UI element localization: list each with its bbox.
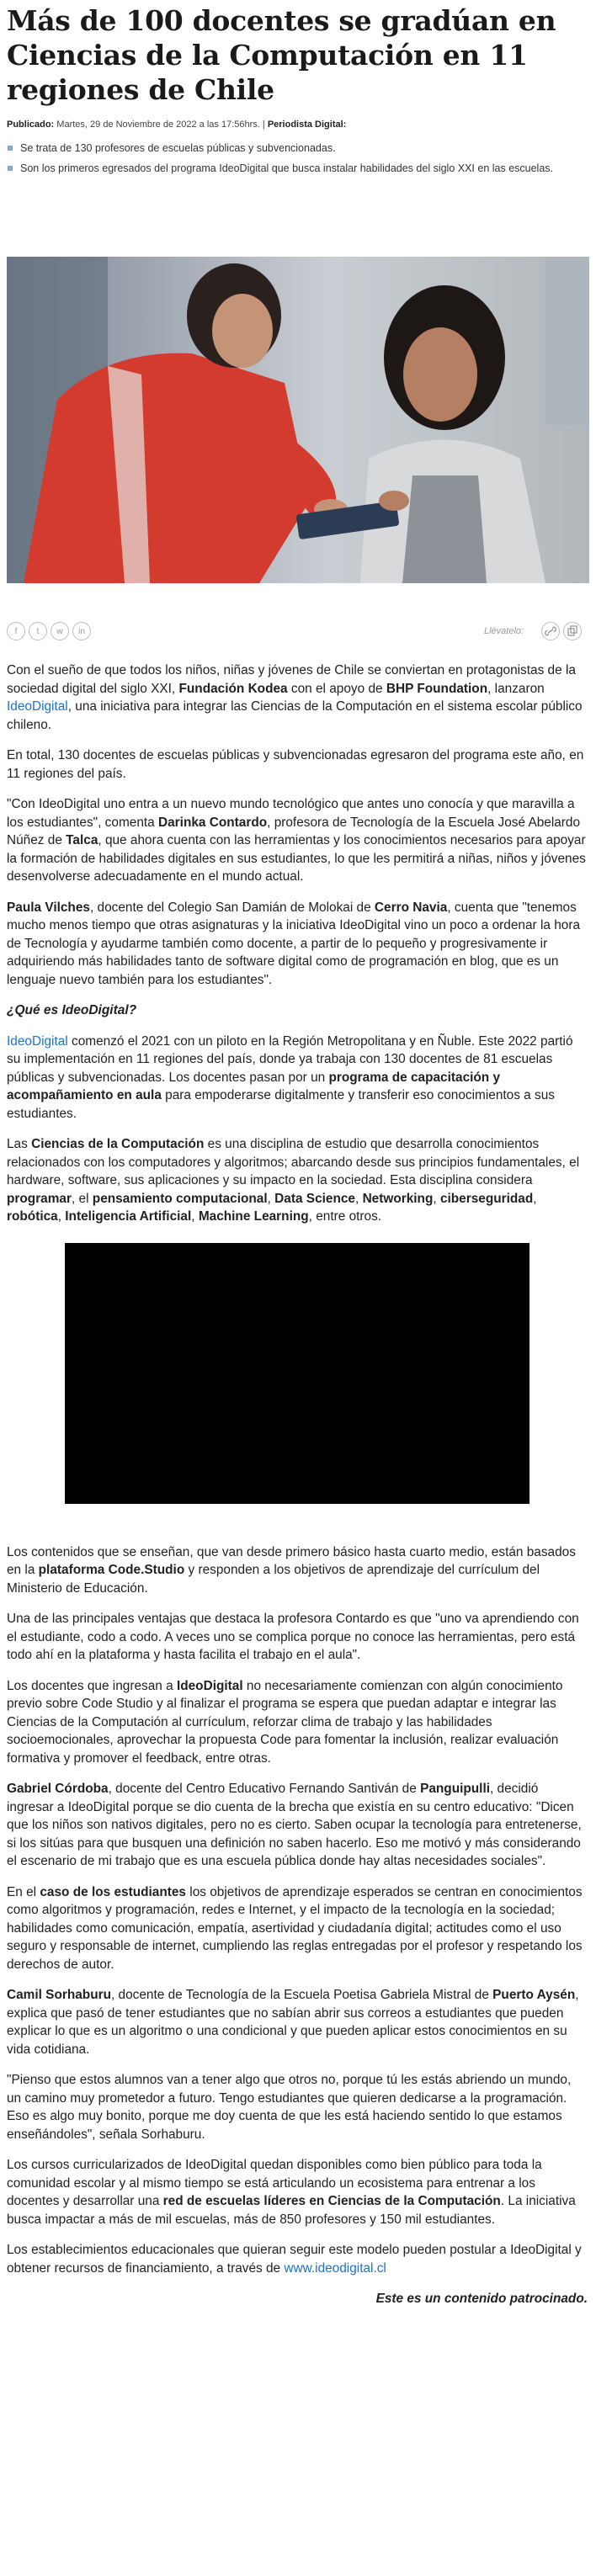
text-run: , docente de Tecnología de la Escuela Poetisa Gabriela Mistral de (111, 1988, 493, 2002)
text-run: Los establecimientos educacionales que quieran seguir este modelo pueden postular a IdeoDigital y obtener recursos de financiamiento, a través de (7, 2243, 582, 2276)
text-run: comenzó el 2021 con un piloto en la Región Metropolitana y en Ñuble. Este 2022 partió su implementación en 11 regiones del país, donde ya trabaja con 130 docentes de 81 escuelas públicas y subvencionadas. Los docentes pasan por un (7, 1033, 573, 1085)
bold-text: BHP Foundation (386, 681, 488, 696)
text-run: , (57, 1209, 66, 1224)
text-run: , que ahora cuenta con las herramientas y los conocimientos necesarios para apoyar la formación de habilidades digitales en sus estudiantes, lo que les permitirá a niñas, niños y jóvenes desenvolverse adecuadamente en el mundo actual. (7, 833, 586, 884)
text-run: Los docentes que ingresan a (7, 1678, 177, 1693)
text-run: , una iniciativa para integrar las Ciencias de la Computación en el sistema escolar público chileno. (7, 699, 583, 732)
paragraph (7, 1135, 588, 1226)
bold-text: red de escuelas líderes en Ciencias de la Computación (162, 2194, 501, 2208)
inline-link[interactable]: IdeoDigital (7, 699, 68, 714)
text-run: , (267, 1191, 275, 1206)
text-run: "Con IdeoDigital uno entra a un nuevo mundo tecnológico que antes uno conocía y que maravilla a los estudiantes", comenta (7, 797, 575, 830)
paragraph (7, 1986, 588, 2058)
text-run: Con el sueño de que todos los niños, niñas y jóvenes de Chile se conviertan en protagonistas de la sociedad digital del siglo XXI, (7, 663, 576, 696)
inline-link[interactable]: IdeoDigital (7, 1033, 68, 1049)
text-run: y responden a los objetivos de aprendizaje del currículum del Ministerio de Educación. (7, 1563, 540, 1596)
text-run: Las (7, 1137, 32, 1151)
paragraph (7, 1610, 588, 1665)
share-label: Llévatelo: (484, 626, 524, 636)
text-run: , decidió ingresar a IdeoDigital porque se dio cuenta de la brecha que existía en su centro educativo: "Dicen que los niños son nativos digitales, pero no es cierto. Saben ocupar la tecnología para entretenerse, si los sitúas para que busquen una definición no saben hacerlo. Eso me motivó y más considerando el escenario de mi trabajo que es una escuela pública donde hay altas necesidades sociales". (7, 1782, 582, 1868)
published-label: Publicado: (7, 120, 55, 130)
article-body (7, 661, 588, 2308)
text-run: no necesariamente comienzan con algún conocimiento previo sobre Code Studio y al finalizar el programa se espera que puedan adaptar e integrar las Ciencias de la Computación al currículum, reforzar clima de trabajo y las habilidades socioemocionales, aprovechar la propuesta Code para fomentar la inclusión, realizar evaluación formativa y promover el feedback, entre otras. (7, 1678, 563, 1766)
paragraph (7, 1033, 588, 1123)
text-run: , (533, 1191, 537, 1206)
paragraph (7, 2241, 588, 2277)
paragraph (7, 795, 588, 886)
text-run: , explica que pasó de tener estudiantes que no sabían abrir sus correos a estudiantes que pueden explicar lo que es un algoritmo o una condicional y que pueden aplicar estos conocimientos en su vida cotidiana. (7, 1988, 579, 2057)
paragraph (7, 2071, 588, 2143)
text-run: , lanzaron (487, 681, 545, 696)
bold-text: robótica (7, 1209, 58, 1224)
article-title: Más de 100 docentes se gradúan en Ciencias de la Computación en 11 regiones de Chile (7, 4, 556, 106)
text-run: "Pienso que estos alumnos van a tener algo que otros no, porque tú les estás abriendo un mundo, un camino muy prometedor a futuro. Tengo estudiantes que quieren dedicarse a la programación. Eso es algo muy bonito, porque me doy cuenta de que les está haciendo sentido lo que estamos enseñándoles", señala Sorhaburu. (7, 2073, 572, 2142)
text-run: , cuenta que "tenemos mucho menos tiempo que otras asignaturas y la iniciativa IdeoDigital vino un poco a ordenar la hora de Tecnología y ayudarme también como docente, a partir de lo pequeño y progresivamente ir adquiriendo más habilidades tanto de software digital como de programación en blog, que es un lenguaje nuevo también para los estudiantes". (7, 900, 580, 987)
meta-separator: | (259, 120, 268, 130)
text-run: Los cursos curricularizados de IdeoDigital quedan disponibles como bien público para toda la comunidad escolar y al mismo tiempo se está articulando un ecosistema para entrenar a los docentes y desarrollar una (7, 2158, 542, 2208)
bold-text: Inteligencia Artificial (65, 1209, 192, 1224)
twitter-icon[interactable]: t (29, 622, 47, 640)
summary-bullet: Son los primeros egresados del programa IdeoDigital que busca instalar habilidades del siglo XXI en las escuelas. (7, 162, 589, 176)
summary-bullet: Se trata de 130 profesores de escuelas públicas y subvencionadas. (7, 141, 589, 156)
text-run: , profesora de Tecnología de la Escuela José Abelardo Núñez de (7, 815, 581, 847)
bold-text: Fundación Kodea (178, 681, 288, 696)
bold-text: ciberseguridad (439, 1191, 534, 1206)
text-run: los objetivos de aprendizaje esperados se centran en conocimientos como algoritmos y programación, redes e Internet, y el impacto de la tecnología en la sociedad; habilidades como comunicación, empatía, asertividad y ciudadanía digital; actitudes como el uso seguro y responsable de internet, cumpliendo las reglas entregadas por el profesor y respetando los derechos de autor. (7, 1884, 583, 1972)
text-run: con el apoyo de (287, 681, 386, 696)
bold-text: Camil Sorhaburu (7, 1988, 111, 2002)
paragraph (7, 1677, 588, 1768)
text-run: , (191, 1209, 199, 1224)
text-run: Una de las principales ventajas que destaca la profesora Contardo es que "uno va aprendiendo con el estudiante, codo a codo. A veces uno se complica porque no conoce las herramientas, pero está todo ahí en la plataforma y hasta facilita el trabajo en el aula". (7, 1612, 579, 1662)
bold-text: Data Science (274, 1191, 355, 1206)
copy-icon[interactable] (563, 622, 582, 640)
paragraph (7, 1883, 588, 1974)
text-run: . La iniciativa busca impactar a más de mil escuelas, más de 850 profesores y 150 mil estudiantes. (7, 2194, 576, 2227)
text-run: En el (7, 1884, 40, 1899)
text-run: , el (71, 1191, 93, 1206)
paragraph (7, 1780, 588, 1871)
text-run: Los contenidos que se enseñan, que van desde primero básico hasta cuarto medio, están basados en la (7, 1544, 576, 1577)
bold-text: Networking (362, 1191, 434, 1206)
bold-text: Puerto Aysén (492, 1988, 576, 2002)
paragraph (7, 1543, 588, 1598)
paragraph (7, 2156, 588, 2228)
bold-text: pensamiento computacional (92, 1191, 268, 1206)
link-icon[interactable] (541, 622, 560, 640)
bold-text: Darinka Contardo (158, 815, 268, 830)
bold-text: caso de los estudiantes (40, 1884, 186, 1899)
text-run: para empoderarse digitalmente y transferir eso conocimientos a sus estudiantes. (7, 1088, 555, 1121)
text-run: , docente del Centro Educativo Fernando Santiván de (108, 1782, 421, 1796)
bold-text: Talca (66, 833, 98, 847)
bold-text: plataforma Code.Studio (38, 1563, 185, 1577)
bold-text: Machine Learning (198, 1209, 309, 1224)
hero-photo (7, 257, 589, 583)
text-run: , (433, 1191, 440, 1206)
sponsored-note: Este es un contenido patrocinado. (375, 2292, 588, 2306)
article-meta (7, 118, 589, 131)
linkedin-icon[interactable]: in (72, 622, 91, 640)
paragraph (7, 899, 588, 990)
paragraph (7, 746, 588, 783)
text-run: En total, 130 docentes de escuelas públicas y subvencionadas egresaron del programa este año, en 11 regiones del país. (7, 748, 584, 781)
share-bar (7, 621, 589, 643)
section-heading: ¿Qué es IdeoDigital? (7, 1003, 137, 1017)
facebook-icon[interactable]: f (7, 622, 25, 640)
bold-text: IdeoDigital (176, 1678, 243, 1693)
summary-bullets (7, 141, 589, 176)
text-run: , entre otros. (308, 1209, 382, 1224)
inline-link[interactable]: www.ideodigital.cl (284, 2260, 386, 2276)
journalist-label: Periodista Digital: (267, 120, 347, 130)
bold-text: Ciencias de la Computación (31, 1137, 205, 1151)
text-run: , (355, 1191, 363, 1206)
text-run: es una disciplina de estudio que desarrolla conocimientos relacionados con los computadores y algoritmos; abarcando desde sus principios fundamentales, el hardware, software, sus aplicaciones y su impacto en la sociedad. Esta disciplina considera (7, 1137, 580, 1187)
bold-text: Gabriel Córdoba (7, 1782, 109, 1796)
bold-text: Cerro Navia (374, 900, 448, 915)
published-date: Martes, 29 de Noviembre de 2022 a las 17:56hrs. (56, 120, 260, 130)
bold-text: programa de capacitación y acompañamiento en aula (7, 1070, 501, 1102)
bold-text: programar (7, 1191, 72, 1206)
bold-text: Panguipulli (420, 1782, 490, 1796)
video-embed[interactable] (65, 1243, 529, 1504)
bold-text: Paula Vilches (7, 900, 90, 915)
whatsapp-icon[interactable]: w (51, 622, 69, 640)
paragraph (7, 661, 588, 734)
text-run: , docente del Colegio San Damián de Molokai de (89, 900, 375, 915)
article (7, 0, 589, 2306)
